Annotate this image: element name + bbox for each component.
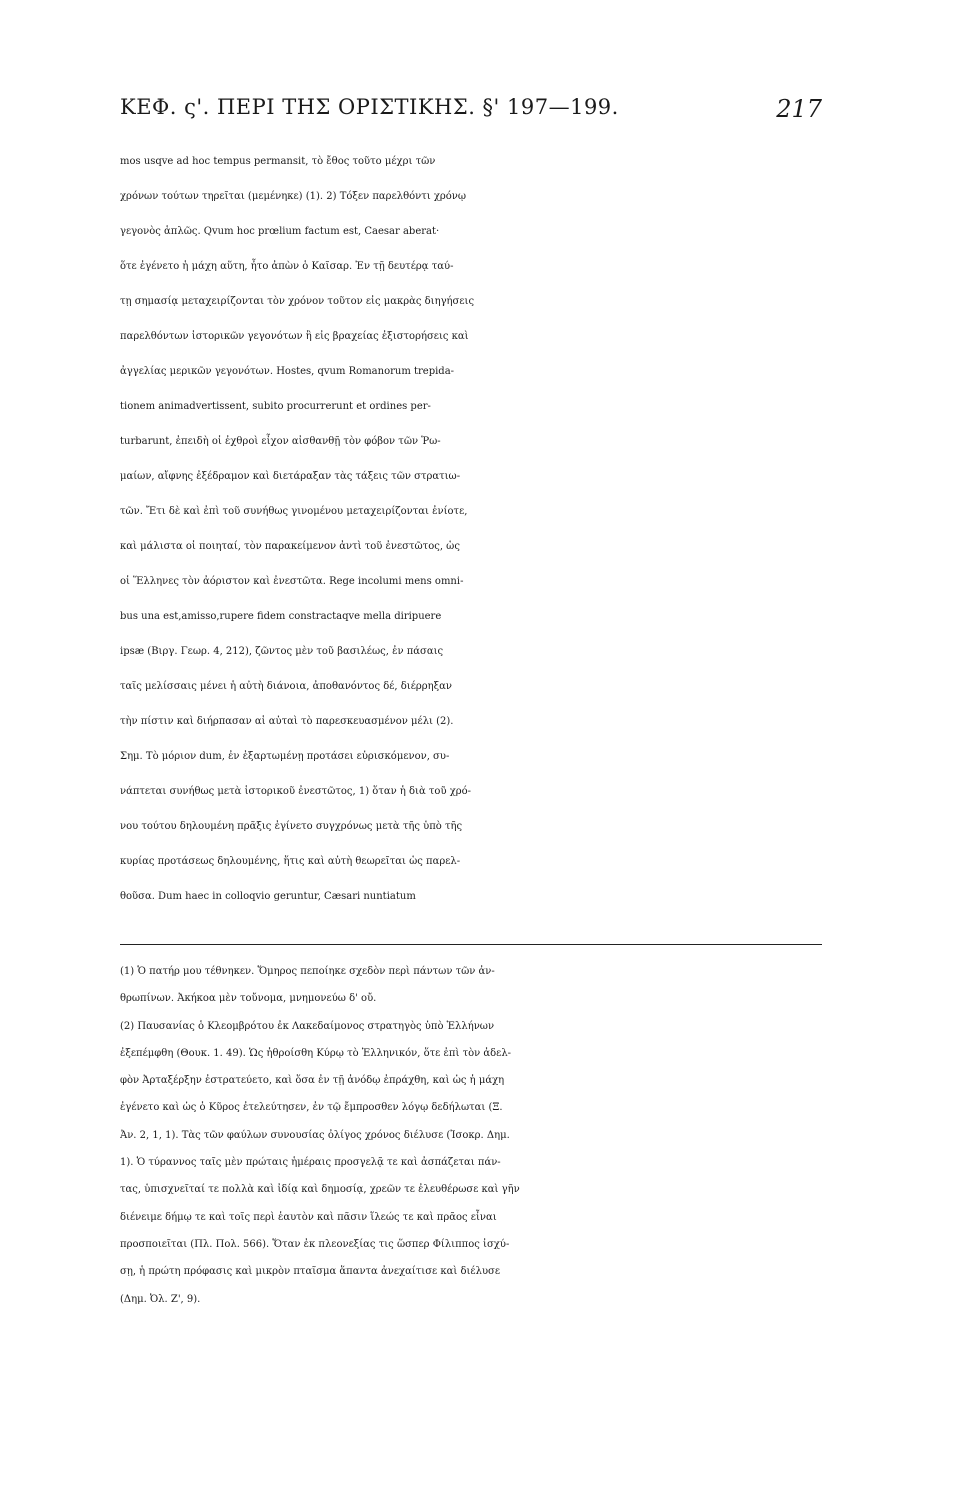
- footnote-line: τας, ὑπισχνεῖταί τε πολλὰ καὶ ἰδίᾳ καὶ δημοσίᾳ, χρεῶν τε ἐλευθέρωσε καὶ γῆν: [120, 1184, 520, 1196]
- text-line: ταῖς μελίσσαις μένει ἡ αὐτὴ διάνοια, ἀποθανόντος δέ, διέρρηξαν: [120, 681, 452, 692]
- footnote-line: (1) Ὁ πατήρ μου τέθνηκεν. Ὅμηρος πεποίηκε σχεδὸν περὶ πάντων τῶν ἀν-: [120, 966, 495, 977]
- text-line: turbarunt, ἐπειδὴ οἱ ἐχθροὶ εἶχον αἰσθανθῇ τὸν φόβον τῶν Ῥω-: [120, 436, 441, 447]
- text-line: νου τούτου δηλουμένη πρᾶξις ἐγίνετο συγχρόνως μετὰ τῆς ὑπὸ τῆς: [120, 821, 463, 832]
- text-line: Σημ. Τὸ μόριον dum, ἐν ἐξαρτωμένῃ προτάσει εὑρισκόμενον, συ-: [120, 751, 450, 762]
- text-line: κυρίας προτάσεως δηλουμένης, ἥτις καὶ αὐτὴ θεωρεῖται ὡς παρελ-: [120, 856, 461, 867]
- text-line: θοῦσα. Dum haec in colloqvio geruntur, Cæsari nuntiatum: [120, 891, 416, 902]
- footnote-line: θρωπίνων. Ἀκήκοα μὲν τοὔνομα, μνημονεύω δ' οὔ.: [120, 993, 377, 1005]
- footnote-line: (2) Παυσανίας ὁ Κλεομβρότου ἐκ Λακεδαίμονος στρατηγὸς ὑπὸ Ἑλλήνων: [120, 1020, 495, 1032]
- footnote-line: ἐξεπέμφθη (Θουκ. 1. 49). Ὡς ἠθροίσθη Κύρῳ τὸ Ἑλληνικόν, ὅτε ἐπὶ τὸν ἀδελ-: [120, 1047, 512, 1059]
- text-line: μαίων, αἴφνης ἐξέδραμον καὶ διετάραξαν τὰς τάξεις τῶν στρατιω-: [120, 471, 461, 482]
- main-text: [120, 144, 822, 914]
- text-line: ἀγγελίας μερικῶν γεγονότων. Hostes, qvum Romanorum trepida-: [120, 366, 455, 377]
- footnote-line: Ἀν. 2, 1, 1). Τὰς τῶν φαύλων συνουσίας ὀλίγος χρόνος διέλυσε (Ἰσοκρ. Δημ.: [120, 1129, 510, 1141]
- footnote-line: φὸν Ἀρταξέρξην ἐστρατεύετο, καὶ ὅσα ἐν τῇ ἀνόδῳ ἐπράχθη, καὶ ὡς ἡ μάχη: [120, 1075, 505, 1087]
- text-line: παρελθόντων ἱστορικῶν γεγονότων ἢ εἰς βραχείας ἐξιστορήσεις καὶ: [120, 331, 469, 342]
- text-line: ipsæ (Βιργ. Γεωρ. 4, 212), ζῶντος μὲν τοῦ βασιλέως, ἐν πάσαις: [120, 646, 444, 657]
- page-number: 217: [776, 95, 822, 123]
- text-line: χρόνων τούτων τηρεῖται (μεμένηκε) (1). 2) Τόξεν παρελθόντι χρόνῳ: [120, 191, 467, 202]
- footnote-line: προσποιεῖται (Πλ. Πολ. 566). Ὅταν ἐκ πλεονεξίας τις ὥσπερ Φίλιππος ἰσχύ-: [120, 1238, 510, 1250]
- footnote-line: σῃ, ἡ πρώτη πρόφασις καὶ μικρὸν πταῖσμα ἅπαντα ἀνεχαίτισε καὶ διέλυσε: [120, 1266, 501, 1278]
- text-line: τῶν. Ἔτι δὲ καὶ ἐπὶ τοῦ συνήθως γινομένου μεταχειρίζονται ἐνίοτε,: [120, 506, 468, 517]
- footnote-line: (Δημ. Ὀλ. Ζ', 9).: [120, 1293, 201, 1305]
- footnote-line: ἐγένετο καὶ ὡς ὁ Κῦρος ἐτελεύτησεν, ἐν τῷ ἔμπροσθεν λόγῳ δεδήλωται (Ξ.: [120, 1102, 503, 1114]
- text-line: τῃ σημασίᾳ μεταχειρίζονται τὸν χρόνον τοῦτον εἰς μακρὰς διηγήσεις: [120, 296, 475, 307]
- text-line: tionem animadvertissent, subito procurrerunt et ordines per-: [120, 401, 431, 412]
- text-line: bus una est,amisso,rupere fidem constractaqve mella diripuere: [120, 611, 442, 622]
- text-line: καὶ μάλιστα οἱ ποιηταί, τὸν παρακείμενον ἀντὶ τοῦ ἐνεστῶτος, ὡς: [120, 541, 460, 552]
- text-line: οἱ Ἕλληνες τὸν ἀόριστον καὶ ἐνεστῶτα. Rege incolumi mens omni-: [120, 576, 464, 587]
- footnote-divider: [120, 944, 822, 945]
- text-line: ὅτε ἐγένετο ἡ μάχη αὕτη, ἦτο ἀπὼν ὁ Καῖσαρ. Ἐν τῇ δευτέρᾳ ταύ-: [120, 261, 454, 272]
- text-line: τὴν πίστιν καὶ διήρπασαν αἱ αὐταὶ τὸ παρεσκευασμένον μέλι (2).: [120, 716, 454, 727]
- text-line: γεγονὸς ἁπλῶς. Qvum hoc prœlium factum est, Caesar aberat·: [120, 226, 440, 237]
- running-header: ΚΕΦ. ς'. ΠΕΡΙ ΤΗΣ ΟΡΙΣΤΙΚΗΣ. §' 197—199.: [120, 95, 619, 119]
- footnote-line: 1). Ὁ τύραννος ταῖς μὲν πρώταις ἡμέραις προσγελᾷ τε καὶ ἀσπάζεται πάν-: [120, 1157, 501, 1169]
- text-line: mos usqve ad hoc tempus permansit, τὸ ἔθος τοῦτο μέχρι τῶν: [120, 156, 436, 167]
- text-line: νάπτεται συνήθως μετὰ ἱστορικοῦ ἐνεστῶτος, 1) ὅταν ἡ διὰ τοῦ χρό-: [120, 786, 472, 797]
- footnotes: [120, 958, 822, 1313]
- footnote-line: διένειμε δήμῳ τε καὶ τοῖς περὶ ἑαυτὸν καὶ πᾶσιν ἵλεώς τε καὶ πρᾶος εἶναι: [120, 1211, 497, 1223]
